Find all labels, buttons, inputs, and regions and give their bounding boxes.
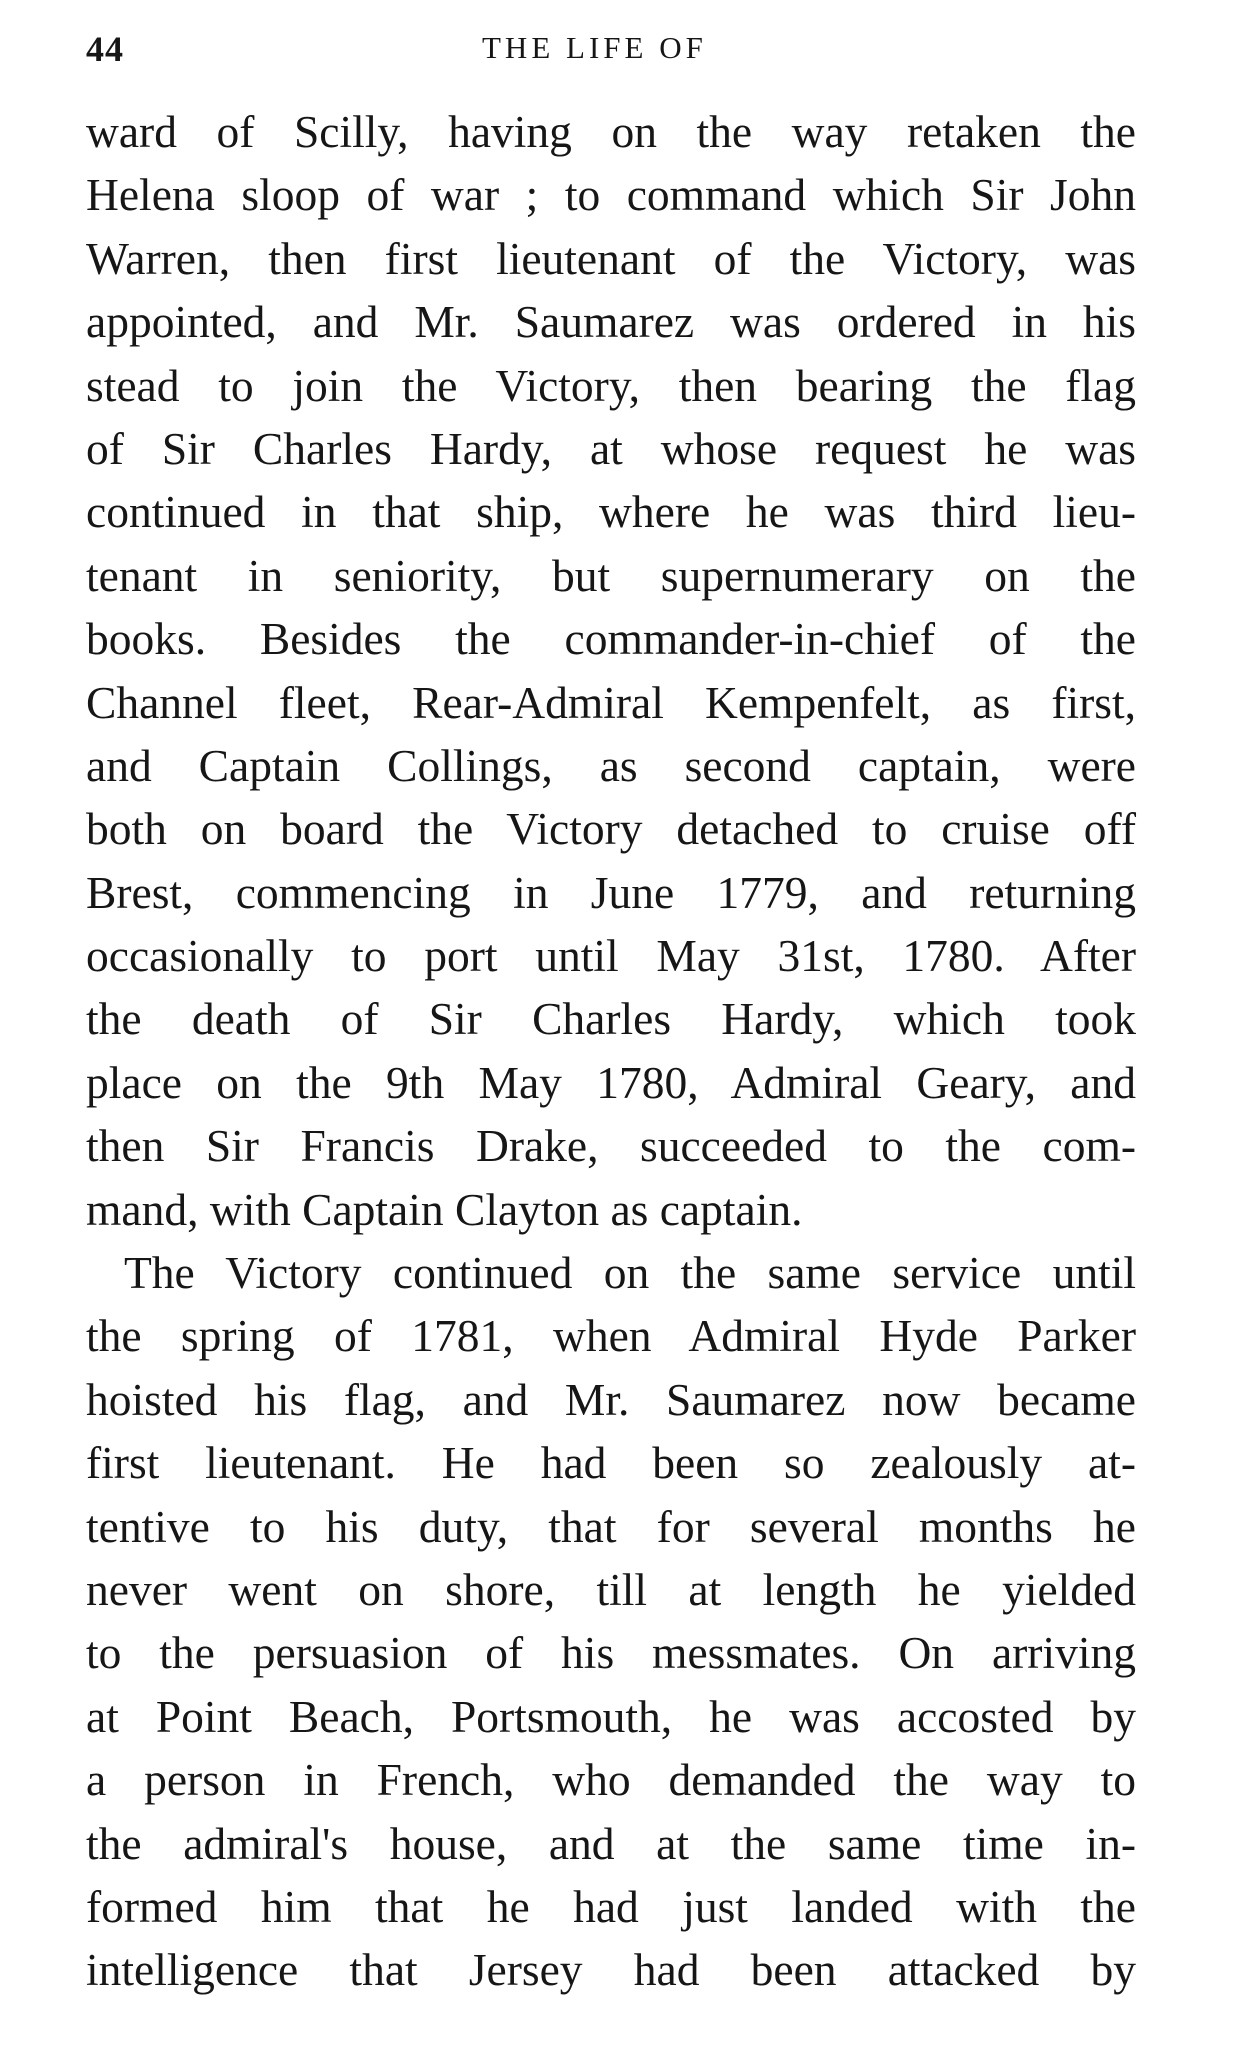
text-line: first lieutenant. He had been so zealously at- [86,1437,1136,1489]
text-line: the death of Sir Charles Hardy, which took [86,993,1136,1045]
text-line: and Captain Collings, as second captain, were [86,739,1136,791]
text-line: mand, with Captain Clayton as captain. [86,1183,803,1235]
text-line: tentive to his duty, that for several months he [86,1500,1136,1552]
text-line: intelligence that Jersey had been attacked by [86,1944,1136,1996]
body-text [86,100,1136,2002]
text-line: Channel fleet, Rear-Admiral Kempenfelt, as first, [86,676,1136,728]
text-line: tenant in seniority, but supernumerary on the [86,549,1136,601]
text-line: Helena sloop of war ; to command which Sir John [86,169,1136,221]
text-line: hoisted his flag, and Mr. Saumarez now became [86,1373,1136,1425]
text-line: ward of Scilly, having on the way retaken the [86,106,1136,157]
text-line: a person in French, who demanded the way to [86,1754,1136,1806]
text-line: appointed, and Mr. Saumarez was ordered in his [86,296,1136,348]
text-line: the admiral's house, and at the same time in- [86,1817,1136,1869]
text-line: continued in that ship, where he was third lieu- [86,486,1136,538]
text-line: the spring of 1781, when Admiral Hyde Parker [86,1310,1136,1362]
text-line: formed him that he had just landed with the [86,1880,1136,1932]
text-line: occasionally to port until May 31st, 1780. After [86,930,1136,982]
text-line: stead to join the Victory, then bearing the flag [86,359,1136,411]
text-line: then Sir Francis Drake, succeeded to the com- [86,1120,1136,1172]
text-line: to the persuasion of his messmates. On arriving [86,1627,1136,1679]
page-number: 44 [86,29,124,69]
text-line: Brest, commencing in June 1779, and returning [86,866,1136,918]
paragraph-2 [86,1241,1136,2002]
text-line: books. Besides the commander-in-chief of the [86,613,1136,665]
text-line: of Sir Charles Hardy, at whose request he was [86,422,1136,474]
running-head [86,28,1136,76]
text-line: Warren, then first lieutenant of the Victory, was [86,232,1136,284]
text-line: at Point Beach, Portsmouth, he was accosted by [86,1690,1136,1742]
text-line: both on board the Victory detached to cruise off [86,803,1136,855]
text-line: place on the 9th May 1780, Admiral Geary, and [86,1056,1136,1108]
text-line: The Victory continued on the same service until [124,1247,1136,1299]
text-line: never went on shore, till at length he yielded [86,1563,1136,1615]
running-title: THE LIFE OF [482,30,707,65]
paragraph-1 [86,100,1136,1241]
